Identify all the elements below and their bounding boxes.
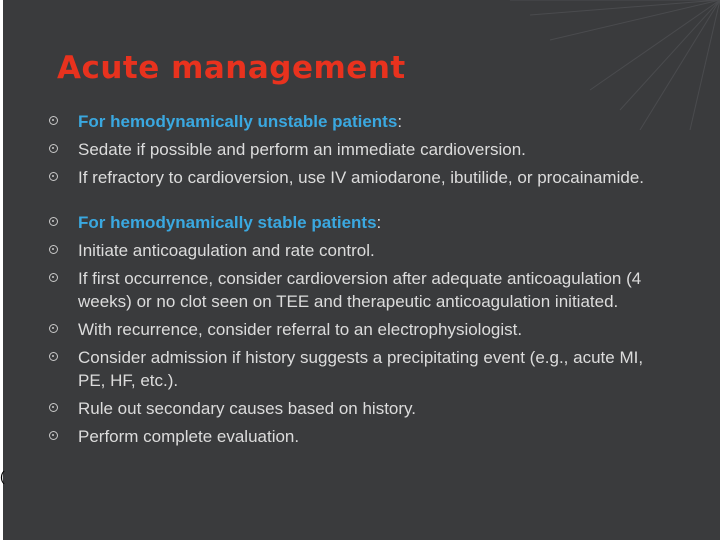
section-heading: For hemodynamically stable patients xyxy=(78,213,377,232)
circle-dot-icon xyxy=(49,403,58,412)
list-item xyxy=(48,138,668,161)
circle-dot-icon xyxy=(49,273,58,282)
section-heading: For hemodynamically unstable patients xyxy=(78,112,398,131)
bullet-text: If first occurrence, consider cardioversion after adequate anticoagulation (4 weeks) or no clot seen on TEE and therapeutic anticoagulation initiated. xyxy=(78,269,642,311)
bullet-list xyxy=(48,110,668,453)
circle-dot-icon xyxy=(49,324,58,333)
circle-dot-icon xyxy=(49,144,58,153)
list-item xyxy=(48,166,668,189)
bullet-text: : xyxy=(397,112,403,131)
slide-title: Acute management xyxy=(57,50,406,86)
circle-dot-icon xyxy=(49,352,58,361)
list-item xyxy=(48,211,668,234)
list-item xyxy=(48,346,668,392)
bullet-text: If refractory to cardioversion, use IV amiodarone, ibutilide, or procainamide. xyxy=(78,168,644,187)
bullet-text: With recurrence, consider referral to an electrophysiologist. xyxy=(78,320,523,339)
list-item xyxy=(48,239,668,262)
list-item xyxy=(48,110,668,133)
list-item xyxy=(48,318,668,341)
bullet-text: Perform complete evaluation. xyxy=(78,427,300,446)
bullet-text: Consider admission if history suggests a precipitating event (e.g., acute MI, PE, HF, etc.). xyxy=(78,348,644,390)
circle-dot-icon xyxy=(49,116,58,125)
circle-dot-icon xyxy=(49,172,58,181)
list-item xyxy=(48,397,668,420)
circle-dot-icon xyxy=(49,245,58,254)
slide xyxy=(3,0,720,540)
bullet-text: Sedate if possible and perform an immediate cardioversion. xyxy=(78,140,526,159)
edge-mark: ( xyxy=(0,468,5,484)
bullet-text: Initiate anticoagulation and rate control. xyxy=(78,241,375,260)
list-item xyxy=(48,425,668,448)
circle-dot-icon xyxy=(49,431,58,440)
list-item xyxy=(48,267,668,313)
circle-dot-icon xyxy=(49,217,58,226)
bullet-text: Rule out secondary causes based on history. xyxy=(78,399,416,418)
bullet-text: : xyxy=(376,213,382,232)
